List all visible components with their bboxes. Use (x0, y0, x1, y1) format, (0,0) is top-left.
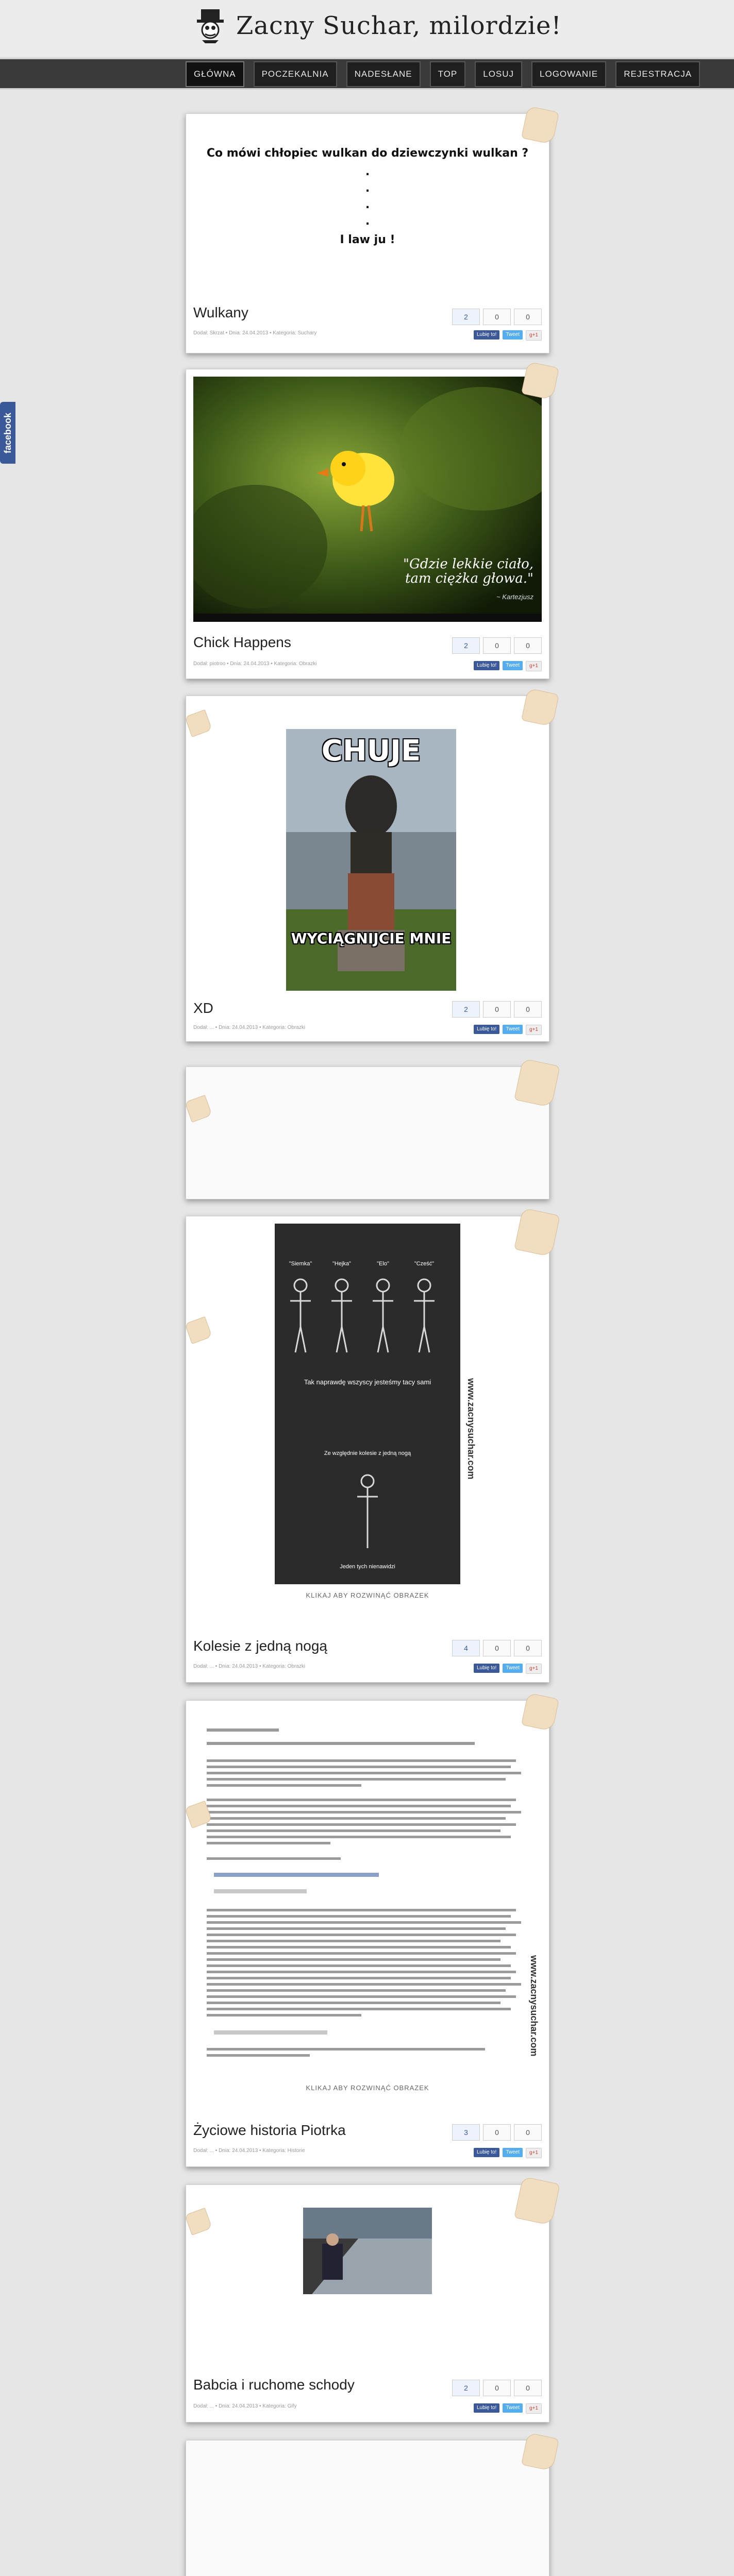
post-meta: Dodał: ... • Dnia: 24.04.2013 • Kategoria: Gify (193, 2403, 297, 2409)
skeleton-label: "Elo" (377, 1261, 389, 1267)
post-meta: Dodał: ... • Dnia: 24.04.2013 • Kategoria: Historie (193, 2148, 305, 2154)
comic-bottom-label: Ze względnie kolesie z jedną nogą (324, 1450, 411, 1456)
post-image-placeholder[interactable] (193, 2448, 542, 2576)
facebook-like-button[interactable]: Lubię to! (474, 2148, 499, 2157)
downvote-button[interactable]: 0 (514, 309, 542, 325)
post-title[interactable]: Życiowe historia Piotrka (193, 2122, 346, 2138)
paper-tape-decoration (521, 688, 559, 726)
paper-tape-decoration (514, 2176, 560, 2226)
neutral-vote-button[interactable]: 0 (483, 1001, 511, 1018)
tweet-button[interactable]: Tweet (503, 1664, 523, 1673)
tweet-button[interactable]: Tweet (503, 661, 523, 670)
paper-tape-decoration (521, 361, 559, 400)
escalator-gif (193, 2192, 542, 2372)
skeleton-label: "Hejka" (332, 1261, 351, 1267)
downvote-button[interactable]: 0 (514, 637, 542, 654)
post-card (186, 1216, 549, 1683)
neutral-vote-button[interactable]: 0 (483, 637, 511, 654)
post-image[interactable] (193, 2192, 542, 2372)
post-title[interactable]: XD (193, 1000, 213, 1016)
facebook-side-tab[interactable]: facebook (0, 402, 15, 464)
post-image[interactable] (193, 1708, 542, 2099)
post-card (186, 2440, 549, 2576)
expand-image-caption[interactable]: KLIKAJ ABY ROZWINĄĆ OBRAZEK (306, 1591, 429, 1599)
downvote-button[interactable]: 0 (514, 1640, 542, 1656)
post-meta: Dodał: piotroo • Dnia: 24.04.2013 • Kategoria: Obrazki (193, 661, 317, 667)
site-watermark: www.zacnysuchar.com (466, 1378, 476, 1480)
post-title[interactable]: Kolesie z jedną nogą (193, 1638, 327, 1654)
post-image[interactable] (193, 377, 542, 622)
nav-item-register[interactable]: REJESTRACJA (615, 61, 700, 87)
joke-line: . (365, 182, 370, 195)
downvote-button[interactable]: 0 (514, 2380, 542, 2396)
nav-item-waiting-room[interactable]: POCZEKALNIA (254, 61, 337, 87)
paper-tape-decoration (521, 1692, 559, 1731)
post-image[interactable] (193, 121, 542, 307)
nav-item-submitted[interactable]: NADESŁANE (346, 61, 421, 87)
upvote-button[interactable]: 2 (452, 2380, 480, 2396)
skeleton-label: "Cześć" (414, 1261, 435, 1267)
image-quote-author: ~ Kartezjusz (496, 593, 533, 601)
tweet-button[interactable]: Tweet (503, 330, 523, 340)
comic-bottom-label: Jeden tych nienawidzi (340, 1564, 395, 1570)
tweet-button[interactable]: Tweet (503, 2403, 523, 2413)
paper-tape-decoration (514, 1208, 560, 1257)
logo-text: Zacny Suchar, milordzie! (236, 11, 562, 40)
google-plus-button[interactable]: g+1 (526, 1025, 542, 1035)
google-plus-button[interactable]: g+1 (526, 330, 542, 341)
post-meta: Dodał: ... • Dnia: 24.04.2013 • Kategoria: Obrazki (193, 1025, 306, 1030)
joke-line: . (365, 215, 370, 228)
skeleton-comic (275, 1224, 460, 1584)
upvote-button[interactable]: 2 (452, 309, 480, 325)
top-hat-mascot-icon (192, 7, 229, 44)
post-card (186, 1700, 549, 2167)
upvote-button[interactable]: 2 (452, 1001, 480, 1018)
upvote-button[interactable]: 4 (452, 1640, 480, 1656)
image-top-text: CHUJE (321, 734, 421, 768)
skeleton-illustrations (275, 1224, 460, 1584)
post-title[interactable]: Babcia i ruchome schody (193, 2377, 355, 2393)
facebook-like-button[interactable]: Lubię to! (474, 330, 499, 340)
google-plus-button[interactable]: g+1 (526, 2403, 542, 2414)
neutral-vote-button[interactable]: 0 (483, 1640, 511, 1656)
skeleton-label: "Siemka" (289, 1261, 312, 1267)
post-image[interactable] (193, 1224, 542, 1605)
post-meta: Dodał: ... • Dnia: 24.04.2013 • Kategoria: Obrazki (193, 1664, 306, 1669)
post-card (186, 113, 549, 353)
joke-line: Co mówi chłopiec wulkan do dziewczynki wulkan ? (206, 147, 529, 160)
post-title[interactable]: Wulkany (193, 304, 248, 320)
paper-tape-decoration (521, 106, 559, 144)
tweet-button[interactable]: Tweet (503, 2148, 523, 2157)
nav-item-top[interactable]: TOP (430, 61, 466, 87)
post-card (186, 1066, 549, 1199)
image-bottom-text: WYCIĄGNIJCIE MNIE (291, 930, 452, 947)
header (0, 0, 734, 57)
post-image-placeholder[interactable] (193, 1074, 542, 1177)
nav-item-login[interactable]: LOGOWANIE (531, 61, 606, 87)
google-plus-button[interactable]: g+1 (526, 661, 542, 671)
story-text-image (193, 1708, 542, 2089)
neutral-vote-button[interactable]: 0 (483, 2380, 511, 2396)
post-card (186, 696, 549, 1042)
image-quote: "Gdzie lekkie ciało, tam ciężka głowa." (403, 556, 533, 586)
upvote-button[interactable]: 2 (452, 637, 480, 654)
neutral-vote-button[interactable]: 0 (483, 2124, 511, 2141)
expand-image-caption[interactable]: KLIKAJ ABY ROZWINĄĆ OBRAZEK (306, 2084, 429, 2092)
upvote-button[interactable]: 3 (452, 2124, 480, 2141)
paper-tape-decoration (514, 1058, 560, 1108)
tweet-button[interactable]: Tweet (503, 1025, 523, 1034)
facebook-like-button[interactable]: Lubię to! (474, 2403, 499, 2413)
joke-punchline: I law ju ! (340, 233, 395, 246)
paper-tape-decoration (521, 2432, 559, 2471)
facebook-like-button[interactable]: Lubię to! (474, 661, 499, 670)
facebook-like-button[interactable]: Lubię to! (474, 1664, 499, 1673)
nav-item-random[interactable]: LOSUJ (475, 61, 522, 87)
downvote-button[interactable]: 0 (514, 2124, 542, 2141)
facebook-like-button[interactable]: Lubię to! (474, 1025, 499, 1034)
post-title[interactable]: Chick Happens (193, 634, 291, 650)
joke-line: . (365, 198, 370, 211)
joke-line: . (365, 165, 370, 178)
google-plus-button[interactable]: g+1 (526, 1664, 542, 1674)
post-image[interactable] (193, 703, 542, 992)
logo[interactable] (192, 7, 562, 44)
google-plus-button[interactable]: g+1 (526, 2148, 542, 2158)
site-watermark: www.zacnysuchar.com (529, 1955, 539, 2057)
downvote-button[interactable]: 0 (514, 1001, 542, 1018)
neutral-vote-button[interactable]: 0 (483, 309, 511, 325)
comic-mid-text: Tak naprawdę wszyscy jesteśmy tacy sami (304, 1378, 431, 1386)
post-meta: Dodał: Skrzat • Dnia: 24.04.2013 • Kategoria: Suchary (193, 330, 317, 336)
nav-item-home[interactable]: GŁÓWNA (186, 61, 244, 87)
main-navigation (0, 58, 734, 90)
post-card (186, 2184, 549, 2422)
post-card (186, 369, 549, 679)
